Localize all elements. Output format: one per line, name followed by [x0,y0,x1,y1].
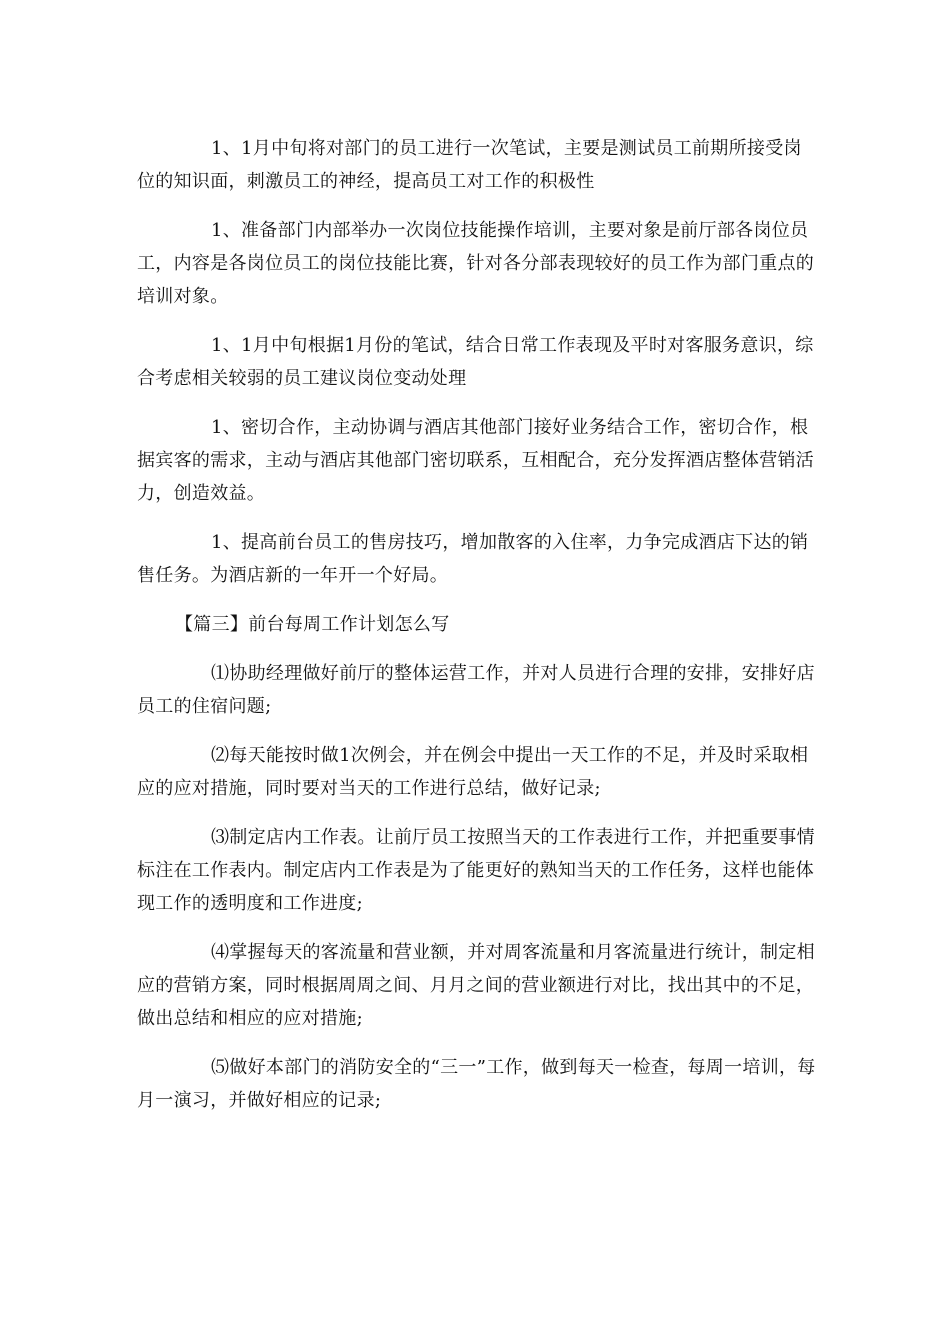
section-heading: 【篇三】前台每周工作计划怎么写 [175,614,450,635]
list-item-5: ⑸做好本部门的消防安全的“三一”工作，做到每天一检查，每周一培训，每月一演习，并做好相应的记录; [137,1057,816,1111]
list-item-2: ⑵每天能按时做1次例会，并在例会中提出一天工作的不足，并及时采取相应的应对措施，同时要对当天的工作进行总结，做好记录; [137,745,809,799]
paragraph-1: 1、1月中旬将对部门的员工进行一次笔试，主要是测试员工前期所接受岗位的知识面，刺激员工的神经，提高员工对工作的积极性 [137,138,802,192]
document-body [137,132,817,1133]
list-item-3: ⑶制定店内工作表。让前厅员工按照当天的工作表进行工作，并把重要事情标注在工作表内。制定店内工作表是为了能更好的熟知当天的工作任务，这样也能体现工作的透明度和工作进度; [137,827,815,914]
list-item-1: ⑴协助经理做好前厅的整体运营工作，并对人员进行合理的安排，安排好店员工的住宿问题; [137,663,815,717]
paragraph-5: 1、提高前台员工的售房技巧，增加散客的入住率，力争完成酒店下达的销售任务。为酒店新的一年开一个好局。 [137,532,809,586]
paragraph-4: 1、密切合作，主动协调与酒店其他部门接好业务结合工作，密切合作，根据宾客的需求，主动与酒店其他部门密切联系，互相配合，充分发挥酒店整体营销活力，创造效益。 [137,417,815,504]
paragraph-3: 1、1月中旬根据1月份的笔试，结合日常工作表现及平时对客服务意识，综合考虑相关较弱的员工建议岗位变动处理 [137,335,814,389]
paragraph-2: 1、准备部门内部举办一次岗位技能操作培训，主要对象是前厅部各岗位员工，内容是各岗位员工的岗位技能比赛，针对各分部表现较好的员工作为部门重点的培训对象。 [137,220,815,307]
list-item-4: ⑷掌握每天的客流量和营业额，并对周客流量和月客流量进行统计，制定相应的营销方案，同时根据周周之间、月月之间的营业额进行对比，找出其中的不足，做出总结和相应的应对措施; [137,942,815,1029]
